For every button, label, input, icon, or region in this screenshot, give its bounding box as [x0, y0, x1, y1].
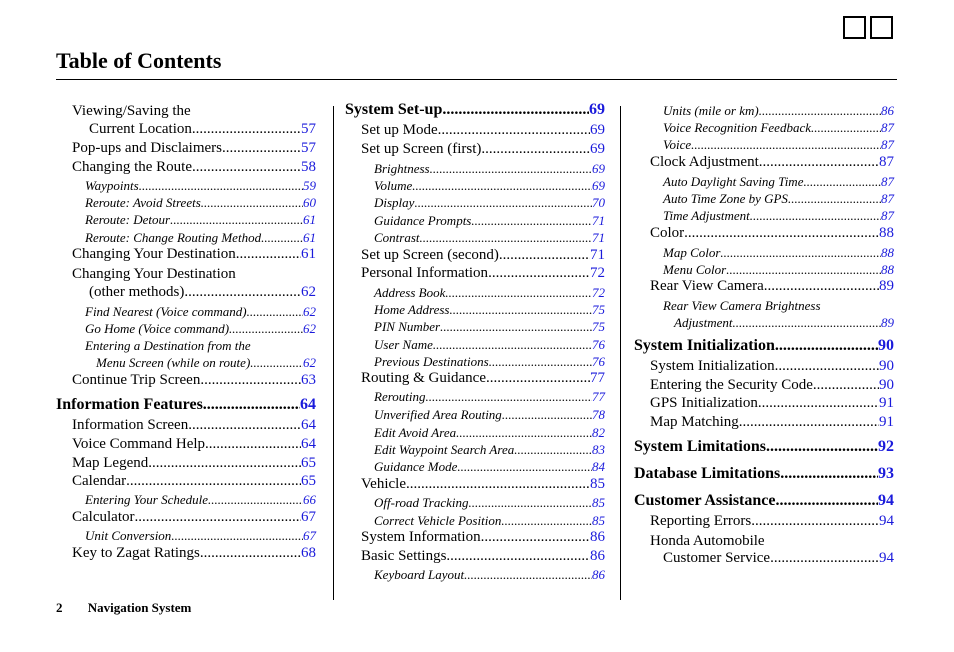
page-number-link[interactable]: 64: [300, 396, 316, 413]
dot-leader: [766, 438, 878, 456]
page-number-link[interactable]: 89: [881, 315, 894, 330]
toc-entry-label: Key to Zagat Ratings: [72, 545, 200, 561]
dot-leader: [486, 370, 590, 387]
toc-entry[interactable]: [374, 285, 605, 301]
toc-entry-label: Home Address: [374, 302, 450, 317]
toc-entry[interactable]: [650, 395, 894, 412]
page-number-link[interactable]: 65: [301, 455, 316, 471]
page-number-link[interactable]: 90: [878, 337, 894, 354]
dot-leader: [446, 548, 590, 565]
toc-entry[interactable]: [72, 417, 316, 434]
toc-entry-label: Auto Time Zone by GPS: [663, 191, 788, 206]
toc-entry[interactable]: [374, 230, 605, 246]
page-number-link[interactable]: 86: [881, 103, 894, 118]
page-number-link[interactable]: 62: [301, 284, 316, 300]
page-number-link[interactable]: 61: [303, 230, 316, 245]
page-number-link[interactable]: 86: [590, 548, 605, 564]
column-divider: [333, 106, 334, 600]
dot-leader: [775, 337, 878, 355]
page-number-link[interactable]: 65: [301, 473, 316, 489]
toc-entry[interactable]: [85, 492, 316, 508]
dot-leader: [201, 195, 303, 211]
page-number-link[interactable]: 88: [881, 245, 894, 260]
toc-entry-label: Pop-ups and Disclaimers: [72, 140, 222, 156]
toc-entry[interactable]: [85, 195, 316, 211]
toc-entry[interactable]: [374, 354, 605, 370]
toc-entry[interactable]: [650, 278, 894, 295]
page-number-link[interactable]: 60: [303, 195, 316, 210]
toc-entry[interactable]: [72, 436, 316, 453]
page-number-link[interactable]: 85: [590, 476, 605, 492]
page-number-link[interactable]: 76: [592, 337, 605, 352]
toc-entry-label: Customer Assistance: [634, 492, 776, 509]
dot-leader: [811, 120, 881, 136]
toc-entry[interactable]: [663, 262, 894, 278]
toc-entry[interactable]: [663, 174, 894, 190]
toc-entry-label: Menu Screen (while on route): [96, 355, 251, 370]
toc-entry[interactable]: [650, 225, 894, 242]
toc-entry-label: Calendar: [72, 473, 127, 489]
page-number-link[interactable]: 92: [878, 438, 894, 455]
title-rule: [56, 79, 897, 80]
toc-entry-label: Entering a Destination from the: [85, 338, 251, 353]
toc-entry-label: Rerouting: [374, 389, 426, 404]
dot-leader: [438, 122, 590, 139]
dot-leader: [780, 465, 878, 483]
toc-entry-label: Changing the Route: [72, 159, 192, 175]
toc-entry[interactable]: [650, 358, 894, 375]
page-number-link[interactable]: 87: [881, 137, 894, 152]
toc-entry[interactable]: [674, 315, 894, 331]
toc-entry-label: Go Home (Voice command): [85, 321, 230, 336]
toc-entry-label: Display: [374, 195, 415, 210]
toc-entry-label: Changing Your Destination: [72, 266, 236, 282]
dot-leader: [134, 509, 301, 526]
toc-entry-label: Entering Your Schedule: [85, 492, 209, 507]
dot-leader: [788, 191, 881, 207]
dot-leader: [420, 230, 592, 246]
toc-entry-label: Edit Avoid Area: [374, 425, 457, 440]
page-number-link[interactable]: 86: [592, 567, 605, 582]
toc-entry[interactable]: [374, 407, 605, 423]
toc-entry[interactable]: [72, 545, 316, 562]
toc-entry-label: Changing Your Destination: [72, 246, 236, 262]
dot-leader: [456, 425, 592, 441]
toc-entry-label: Information Features: [56, 396, 203, 413]
toc-entry-label: PIN Number: [374, 319, 441, 334]
toc-entry-label: Volume: [374, 178, 413, 193]
dot-leader: [751, 513, 879, 530]
dot-leader: [489, 354, 592, 370]
dot-leader: [170, 212, 303, 228]
toc-entry-label: (other methods): [89, 284, 185, 300]
toc-entry[interactable]: [85, 178, 316, 194]
page-number-link[interactable]: 61: [303, 212, 316, 227]
dot-leader: [247, 304, 303, 320]
page-number-link[interactable]: 89: [879, 278, 894, 294]
dot-leader: [775, 358, 879, 375]
toc-entry-label: Current Location: [89, 121, 192, 137]
toc-entry-label: Unit Conversion: [85, 528, 172, 543]
page-number-link[interactable]: 85: [592, 495, 605, 510]
dot-leader: [261, 230, 303, 246]
dot-leader: [770, 550, 879, 567]
next-page-icon[interactable]: [870, 16, 893, 39]
dot-leader: [236, 246, 301, 263]
toc-entry[interactable]: [85, 528, 316, 544]
toc-entry[interactable]: [374, 319, 605, 335]
toc-section-entry[interactable]: [634, 465, 894, 483]
toc-entry[interactable]: [361, 122, 605, 139]
dot-leader: [442, 101, 589, 119]
toc-entry[interactable]: [85, 321, 316, 337]
page-number-link[interactable]: 57: [301, 140, 316, 156]
toc-entry-label: Map Legend: [72, 455, 149, 471]
toc-entry-label: Database Limitations: [634, 465, 781, 482]
page-number-link[interactable]: 67: [303, 528, 316, 543]
dot-leader: [481, 141, 590, 158]
toc-entry-label: Menu Color: [663, 262, 727, 277]
dot-leader: [139, 178, 303, 194]
dot-leader: [250, 355, 303, 371]
dot-leader: [720, 245, 881, 261]
page-number-link[interactable]: 93: [878, 465, 894, 482]
dot-leader: [501, 513, 592, 529]
toc-entry[interactable]: [361, 247, 605, 264]
page-number-link[interactable]: 71: [592, 230, 605, 245]
toc-entry-label: Brightness: [374, 161, 430, 176]
toc-entry-label: Honda Automobile: [650, 533, 765, 549]
toc-entry-label: Rear View Camera: [650, 278, 764, 294]
dot-leader: [229, 321, 303, 337]
toc-entry-label: Map Color: [663, 245, 721, 260]
page-number-link[interactable]: 91: [879, 414, 894, 430]
dot-leader: [733, 315, 882, 331]
page-number-link[interactable]: 86: [590, 529, 605, 545]
toc-entry-label: Guidance Mode: [374, 459, 458, 474]
toc-entry[interactable]: [72, 159, 316, 176]
toc-entry[interactable]: [89, 284, 316, 301]
page-number-link[interactable]: 71: [590, 247, 605, 263]
toc-entry[interactable]: [361, 265, 605, 282]
toc-entry-label: System Limitations: [634, 438, 766, 455]
dot-leader: [464, 567, 592, 583]
toc-entry[interactable]: [374, 337, 605, 353]
toc-entry-label: Units (mile or km): [663, 103, 759, 118]
footer-section: Navigation System: [87, 600, 192, 615]
dot-leader: [758, 395, 879, 412]
toc-entry[interactable]: [72, 140, 316, 157]
toc-section-entry[interactable]: [56, 396, 316, 414]
toc-entry-label: Reroute: Change Routing Method: [85, 230, 262, 245]
dot-leader: [739, 414, 879, 431]
page-nav-icons: [843, 16, 893, 39]
toc-entry[interactable]: [72, 246, 316, 263]
dot-leader: [406, 476, 590, 493]
dot-leader: [200, 545, 301, 562]
toc-entry-label: Set up Screen (second): [361, 247, 499, 263]
dot-leader: [502, 407, 592, 423]
toc-entry[interactable]: [374, 567, 605, 583]
dot-leader: [726, 262, 881, 278]
toc-entry-label: Previous Destinations: [374, 354, 489, 369]
toc-entry[interactable]: [663, 245, 894, 261]
dot-leader: [469, 495, 593, 511]
dot-leader: [192, 121, 301, 138]
dot-leader: [171, 528, 303, 544]
page-number-link[interactable]: 87: [879, 154, 894, 170]
page-number-link[interactable]: 85: [592, 513, 605, 528]
toc-entry-label: Entering the Security Code: [650, 377, 813, 393]
toc-entry-label: Voice Command Help: [72, 436, 206, 452]
toc-entry-label: Continue Trip Screen: [72, 372, 201, 388]
page-number-link[interactable]: 87: [881, 191, 894, 206]
page-number-link[interactable]: 62: [303, 355, 316, 370]
toc-entry-label: Vehicle: [361, 476, 406, 492]
dot-leader: [184, 284, 301, 301]
toc-entry[interactable]: [663, 120, 894, 136]
page-number-link[interactable]: 83: [592, 442, 605, 457]
toc-entry[interactable]: [72, 455, 316, 472]
dot-leader: [440, 319, 592, 335]
toc-entry[interactable]: [85, 212, 316, 228]
dot-leader: [759, 154, 879, 171]
dot-leader: [488, 265, 590, 282]
toc-entry-label: Personal Information: [361, 265, 489, 281]
page-number-link[interactable]: 75: [592, 302, 605, 317]
dot-leader: [433, 337, 592, 353]
toc-entry-label: Customer Service: [663, 550, 771, 566]
page-number-link[interactable]: 90: [879, 377, 894, 393]
toc-entry[interactable]: [663, 191, 894, 207]
page-number-link[interactable]: 88: [881, 262, 894, 277]
toc-entry-label: Off-road Tracking: [374, 495, 469, 510]
page-number-link[interactable]: 63: [301, 372, 316, 388]
page-number-link[interactable]: 69: [590, 122, 605, 138]
page-number-link[interactable]: 77: [592, 389, 605, 404]
toc-entry[interactable]: [374, 495, 605, 511]
toc-entry-label: Guidance Prompts: [374, 213, 472, 228]
toc-entry-label: Rear View Camera Brightness: [663, 298, 821, 313]
page-number-link[interactable]: 76: [592, 354, 605, 369]
toc-entry-label: Map Matching: [650, 414, 739, 430]
page-number-link[interactable]: 64: [301, 417, 316, 433]
dot-leader: [200, 372, 301, 389]
toc-entry[interactable]: [374, 195, 605, 211]
toc-entry-label: Routing & Guidance: [361, 370, 486, 386]
toc-entry-label: Reroute: Avoid Streets: [85, 195, 201, 210]
toc-section-entry[interactable]: [634, 492, 894, 510]
page-number-link[interactable]: 91: [879, 395, 894, 411]
page-number-link[interactable]: 87: [881, 120, 894, 135]
dot-leader: [430, 161, 592, 177]
toc-entry[interactable]: [361, 529, 605, 546]
dot-leader: [126, 473, 301, 490]
toc-entry-label: Clock Adjustment: [650, 154, 759, 170]
page-number-link[interactable]: 58: [301, 159, 316, 175]
page-number-link[interactable]: 71: [592, 213, 605, 228]
toc-entry-label: User Name: [374, 337, 433, 352]
dot-leader: [426, 389, 592, 405]
toc-entry[interactable]: [374, 213, 605, 229]
dot-leader: [148, 455, 301, 472]
toc-entry-label: Auto Daylight Saving Time: [663, 174, 804, 189]
page-number-link[interactable]: 62: [303, 304, 316, 319]
dot-leader: [764, 278, 879, 295]
toc-entry[interactable]: [663, 137, 894, 153]
toc-entry-label: Edit Waypoint Search Area: [374, 442, 515, 457]
toc-entry-label: System Initialization: [634, 337, 775, 354]
toc-entry-label: Adjustment: [674, 315, 733, 330]
dot-leader: [813, 377, 879, 394]
dot-leader: [514, 442, 592, 458]
toc-entry-label: System Initialization: [650, 358, 775, 374]
toc-entry[interactable]: [650, 513, 894, 530]
page-number-link[interactable]: 57: [301, 121, 316, 137]
toc-entry-label: Voice Recognition Feedback: [663, 120, 811, 135]
dot-leader: [208, 492, 303, 508]
toc-entry[interactable]: [96, 355, 316, 371]
toc-entry-label: Voice: [663, 137, 692, 152]
toc-entry[interactable]: [650, 414, 894, 431]
toc-entry[interactable]: [374, 442, 605, 458]
toc-entry[interactable]: [374, 389, 605, 405]
toc-entry[interactable]: [72, 372, 316, 389]
dot-leader: [775, 492, 878, 510]
dot-leader: [412, 178, 592, 194]
toc-entry-label: Calculator: [72, 509, 135, 525]
page-number-link[interactable]: 77: [590, 370, 605, 386]
toc-entry-label: Find Nearest (Voice command): [85, 304, 247, 319]
page-number-link[interactable]: 69: [592, 178, 605, 193]
page-number-link[interactable]: 69: [592, 161, 605, 176]
toc-entry-label: Reroute: Detour: [85, 212, 171, 227]
toc-entry-label: Information Screen: [72, 417, 189, 433]
dot-leader: [414, 195, 592, 211]
toc-entry-label: Viewing/Saving the: [72, 103, 191, 119]
page-number-link[interactable]: 69: [590, 141, 605, 157]
toc-entry[interactable]: [85, 304, 316, 320]
page-number-link[interactable]: 90: [879, 358, 894, 374]
toc-entry[interactable]: [663, 208, 894, 224]
page-number-link[interactable]: 94: [879, 513, 894, 529]
toc-section-entry[interactable]: [634, 337, 894, 355]
toc-section-entry[interactable]: [345, 101, 605, 119]
toc-entry[interactable]: [361, 476, 605, 493]
page-number-link[interactable]: 84: [592, 459, 605, 474]
dot-leader: [499, 247, 590, 264]
toc-entry[interactable]: [374, 302, 605, 318]
toc-entry-label: Set up Screen (first): [361, 141, 482, 157]
page-number-link[interactable]: 87: [881, 174, 894, 189]
page-number-link[interactable]: 67: [301, 509, 316, 525]
page-number-link[interactable]: 64: [301, 436, 316, 452]
dot-leader: [445, 285, 592, 301]
toc-entry[interactable]: [85, 230, 316, 246]
toc-section-entry[interactable]: [634, 438, 894, 456]
page-number-link[interactable]: 69: [589, 101, 605, 118]
page-number-link[interactable]: 94: [879, 550, 894, 566]
toc-entry-label: Keyboard Layout: [374, 567, 465, 582]
toc-entry[interactable]: [72, 509, 316, 526]
toc-entry[interactable]: [650, 377, 894, 394]
toc-entry[interactable]: [374, 425, 605, 441]
toc-entry-label: Waypoints: [85, 178, 139, 193]
dot-leader: [188, 417, 301, 434]
toc-entry-label: Set up Mode: [361, 122, 438, 138]
page-footer: [56, 600, 191, 616]
page-number-link[interactable]: 88: [879, 225, 894, 241]
page-number-link[interactable]: 59: [303, 178, 316, 193]
dot-leader: [222, 140, 301, 157]
toc-entry-label: Reporting Errors: [650, 513, 752, 529]
page-number-link[interactable]: 94: [878, 492, 894, 509]
toc-entry[interactable]: [72, 473, 316, 490]
toc-entry-label: Time Adjustment: [663, 208, 750, 223]
page-number-link[interactable]: 72: [590, 265, 605, 281]
toc-entry[interactable]: [361, 548, 605, 565]
dot-leader: [803, 174, 881, 190]
toc-entry-label: System Information: [361, 529, 481, 545]
page-number-link[interactable]: 78: [592, 407, 605, 422]
toc-entry-label: Basic Settings: [361, 548, 447, 564]
dot-leader: [471, 213, 592, 229]
page-number: 2: [56, 600, 63, 615]
toc-entry[interactable]: [374, 161, 605, 177]
dot-leader: [750, 208, 881, 224]
toc-entry[interactable]: [650, 154, 894, 171]
dot-leader: [481, 529, 590, 546]
toc-entry-label: Unverified Area Routing: [374, 407, 502, 422]
toc-entry-label: GPS Initialization: [650, 395, 758, 411]
page-number-link[interactable]: 61: [301, 246, 316, 262]
toc-entry-label: System Set-up: [345, 101, 443, 118]
toc-entry[interactable]: [374, 513, 605, 529]
page-number-link[interactable]: 72: [592, 285, 605, 300]
toc-entry[interactable]: [374, 178, 605, 194]
dot-leader: [192, 159, 301, 176]
dot-leader: [449, 302, 592, 318]
toc-entry[interactable]: [361, 370, 605, 387]
toc-entry-label: Color: [650, 225, 685, 241]
toc-entry[interactable]: [89, 121, 316, 138]
toc-entry-label: Address Book: [374, 285, 446, 300]
toc-entry[interactable]: [374, 459, 605, 475]
dot-leader: [205, 436, 301, 453]
page-number-link[interactable]: 82: [592, 425, 605, 440]
page-number-link[interactable]: 66: [303, 492, 316, 507]
toc-entry-label: Correct Vehicle Position: [374, 513, 502, 528]
toc-entry[interactable]: [361, 141, 605, 158]
toc-entry-label: Contrast: [374, 230, 420, 245]
dot-leader: [759, 103, 881, 119]
page-number-link[interactable]: 68: [301, 545, 316, 561]
page-title: Table of Contents: [56, 48, 222, 73]
dot-leader: [203, 396, 300, 414]
page-number-link[interactable]: 62: [303, 321, 316, 336]
page-number-link[interactable]: 70: [592, 195, 605, 210]
dot-leader: [457, 459, 592, 475]
toc-entry[interactable]: [663, 103, 894, 119]
toc-entry[interactable]: [663, 550, 894, 567]
page-number-link[interactable]: 87: [881, 208, 894, 223]
previous-page-icon[interactable]: [843, 16, 866, 39]
column-divider: [620, 106, 621, 600]
dot-leader: [684, 225, 879, 242]
dot-leader: [691, 137, 881, 153]
page-number-link[interactable]: 75: [592, 319, 605, 334]
